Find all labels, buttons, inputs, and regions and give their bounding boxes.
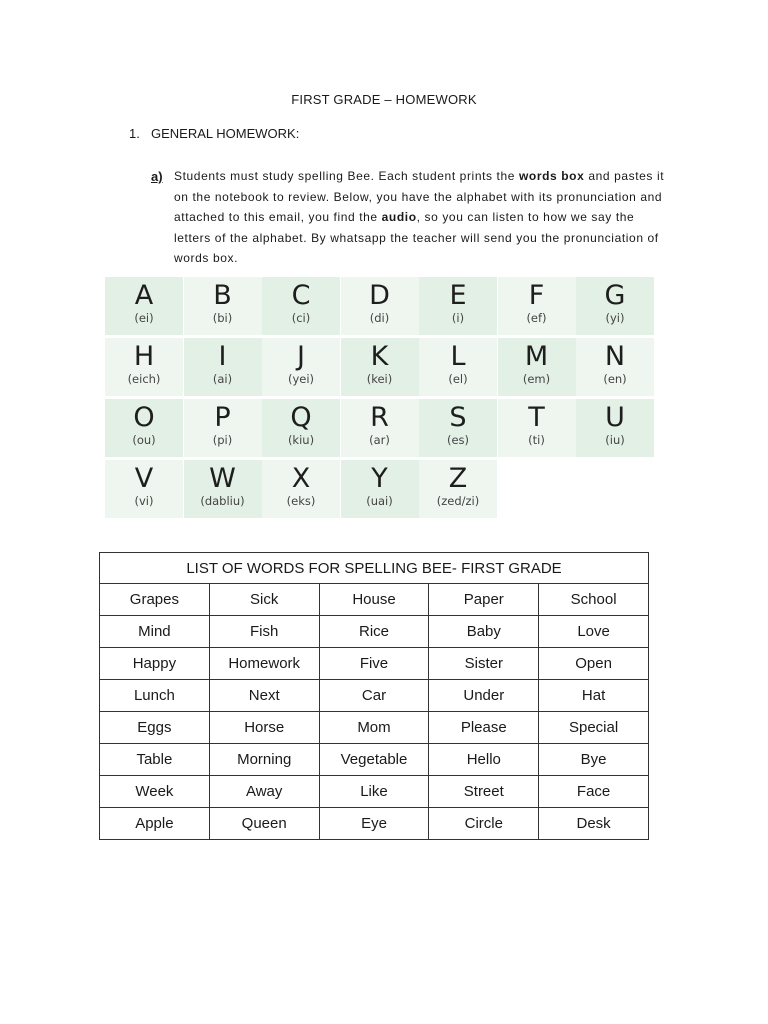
alphabet-cell-h: [105, 338, 183, 396]
alphabet-pronunciation: (zed/zi): [436, 494, 480, 508]
words-table-header: LIST OF WORDS FOR SPELLING BEE- FIRST GRADE: [100, 553, 649, 584]
alphabet-pronunciation: (eich): [127, 372, 161, 386]
alphabet-cell-l: [419, 338, 497, 396]
alphabet-pronunciation: (yi): [605, 311, 625, 325]
alphabet-pronunciation: (di): [369, 311, 390, 325]
instructions-bold-words-box: words box: [518, 169, 585, 183]
alphabet-pronunciation: (iu): [605, 433, 625, 447]
alphabet-pronunciation: (ef): [526, 311, 547, 325]
word-cell: Happy: [100, 648, 210, 680]
word-cell: Vegetable: [319, 744, 429, 776]
table-row: [100, 776, 649, 808]
alphabet-cell-b: [184, 277, 262, 335]
alphabet-pronunciation: (pi): [212, 433, 233, 447]
alphabet-pronunciation: (yei): [287, 372, 315, 386]
alphabet-letter: V: [134, 463, 154, 494]
alphabet-letter: E: [449, 280, 467, 311]
instructions-text-1: Students must study spelling Bee. Each student prints the: [174, 169, 519, 183]
word-cell: Homework: [209, 648, 319, 680]
table-row: [100, 808, 649, 840]
alphabet-cell-t: [498, 399, 576, 457]
alphabet-pronunciation: (el): [448, 372, 468, 386]
alphabet-letter: B: [213, 280, 232, 311]
word-cell: School: [539, 584, 649, 616]
word-cell: House: [319, 584, 429, 616]
section-heading-text: GENERAL HOMEWORK:: [151, 126, 300, 141]
word-cell: Car: [319, 680, 429, 712]
page-title: FIRST GRADE – HOMEWORK: [291, 92, 477, 107]
alphabet-pronunciation: (en): [603, 372, 627, 386]
alphabet-cell-k: [341, 338, 419, 396]
word-cell: Circle: [429, 808, 539, 840]
alphabet-letter: L: [450, 341, 466, 372]
alphabet-cell-s: [419, 399, 497, 457]
section-number: 1.: [129, 126, 140, 141]
table-row: [100, 584, 649, 616]
alphabet-letter: I: [218, 341, 227, 372]
instructions-text-3: , so you can listen to how we say the letters of the alphabet. By whatsapp the teacher will send you the pronunciation of words box.: [174, 210, 659, 265]
word-cell: Bye: [539, 744, 649, 776]
word-cell: Hello: [429, 744, 539, 776]
alphabet-letter: Z: [448, 463, 468, 494]
alphabet-pronunciation: (bi): [212, 311, 233, 325]
table-row: [100, 744, 649, 776]
word-cell: Love: [539, 616, 649, 648]
word-cell: Lunch: [100, 680, 210, 712]
alphabet-cell-m: [498, 338, 576, 396]
alphabet-cell-v: [105, 460, 183, 518]
alphabet-cell-y: [341, 460, 419, 518]
alphabet-cell-x: [262, 460, 340, 518]
alphabet-pronunciation: (dabliu): [200, 494, 245, 508]
alphabet-letter: Y: [371, 463, 388, 494]
alphabet-letter: O: [133, 402, 155, 433]
alphabet-letter: U: [605, 402, 625, 433]
words-table-body: [100, 584, 649, 840]
word-cell: Face: [539, 776, 649, 808]
alphabet-cell-a: [105, 277, 183, 335]
alphabet-pronunciation: (ci): [291, 311, 311, 325]
alphabet-letter: T: [528, 402, 545, 433]
instructions-paragraph: [174, 166, 674, 269]
alphabet-cell-d: [341, 277, 419, 335]
alphabet-pronunciation: (ei): [134, 311, 154, 325]
table-row: [100, 680, 649, 712]
alphabet-pronunciation: (i): [451, 311, 465, 325]
word-cell: Hat: [539, 680, 649, 712]
alphabet-cell-q: [262, 399, 340, 457]
alphabet-letter: N: [604, 341, 626, 372]
word-cell: Horse: [209, 712, 319, 744]
alphabet-letter: R: [370, 402, 389, 433]
word-cell: Five: [319, 648, 429, 680]
word-cell: Morning: [209, 744, 319, 776]
word-cell: Away: [209, 776, 319, 808]
word-cell: Sister: [429, 648, 539, 680]
alphabet-cell-z: [419, 460, 497, 518]
alphabet-letter: D: [369, 280, 390, 311]
alphabet-letter: M: [524, 341, 549, 372]
alphabet-cell-j: [262, 338, 340, 396]
word-cell: Rice: [319, 616, 429, 648]
alphabet-cell-e: [419, 277, 497, 335]
word-cell: Eye: [319, 808, 429, 840]
alphabet-cell-p: [184, 399, 262, 457]
alphabet-letter: J: [297, 341, 305, 372]
alphabet-letter: F: [528, 280, 545, 311]
alphabet-letter: A: [134, 280, 154, 311]
word-cell: Table: [100, 744, 210, 776]
word-cell: Baby: [429, 616, 539, 648]
word-cell: Please: [429, 712, 539, 744]
alphabet-pronunciation: (es): [446, 433, 470, 447]
alphabet-cell-i: [184, 338, 262, 396]
word-cell: Street: [429, 776, 539, 808]
alphabet-cell-w: [184, 460, 262, 518]
instructions-bold-audio: audio: [381, 210, 417, 224]
alphabet-letter: C: [291, 280, 311, 311]
word-cell: Mom: [319, 712, 429, 744]
alphabet-pronunciation: (ar): [369, 433, 390, 447]
item-label: a): [151, 169, 163, 184]
alphabet-pronunciation: (ti): [528, 433, 545, 447]
word-cell: Grapes: [100, 584, 210, 616]
alphabet-letter: Q: [290, 402, 312, 433]
word-cell: Under: [429, 680, 539, 712]
alphabet-letter: X: [291, 463, 311, 494]
alphabet-pronunciation: (vi): [134, 494, 154, 508]
alphabet-letter: K: [370, 341, 389, 372]
word-cell: Queen: [209, 808, 319, 840]
alphabet-cell-f: [498, 277, 576, 335]
table-row: [100, 616, 649, 648]
word-cell: Next: [209, 680, 319, 712]
alphabet-cell-o: [105, 399, 183, 457]
word-cell: Paper: [429, 584, 539, 616]
alphabet-cell-u: [576, 399, 654, 457]
alphabet-cell-c: [262, 277, 340, 335]
table-row: [100, 648, 649, 680]
alphabet-pronunciation: (kei): [366, 372, 393, 386]
alphabet-pronunciation: (uai): [366, 494, 393, 508]
alphabet-pronunciation: (ou): [132, 433, 156, 447]
instructions-text-2: and pastes it on the notebook to review. Below, you have the alphabet with its pronunciation and attached to this email, you find the: [174, 169, 665, 224]
alphabet-pronunciation: (kiu): [287, 433, 315, 447]
alphabet-pronunciation: (eks): [286, 494, 316, 508]
word-cell: Week: [100, 776, 210, 808]
word-cell: Like: [319, 776, 429, 808]
word-cell: Apple: [100, 808, 210, 840]
alphabet-letter: G: [604, 280, 626, 311]
alphabet-cell-g: [576, 277, 654, 335]
word-cell: Fish: [209, 616, 319, 648]
alphabet-pronunciation: (em): [522, 372, 551, 386]
word-cell: Eggs: [100, 712, 210, 744]
alphabet-pronunciation: (ai): [212, 372, 233, 386]
alphabet-letter: W: [209, 463, 236, 494]
word-cell: Mind: [100, 616, 210, 648]
word-cell: Sick: [209, 584, 319, 616]
table-row: [100, 712, 649, 744]
spelling-words-table: [99, 552, 649, 840]
section-heading: [129, 126, 299, 141]
word-cell: Open: [539, 648, 649, 680]
alphabet-letter: P: [214, 402, 231, 433]
alphabet-chart: [105, 277, 627, 513]
alphabet-letter: S: [449, 402, 467, 433]
alphabet-letter: H: [133, 341, 155, 372]
alphabet-cell-r: [341, 399, 419, 457]
word-cell: Special: [539, 712, 649, 744]
alphabet-cell-n: [576, 338, 654, 396]
word-cell: Desk: [539, 808, 649, 840]
